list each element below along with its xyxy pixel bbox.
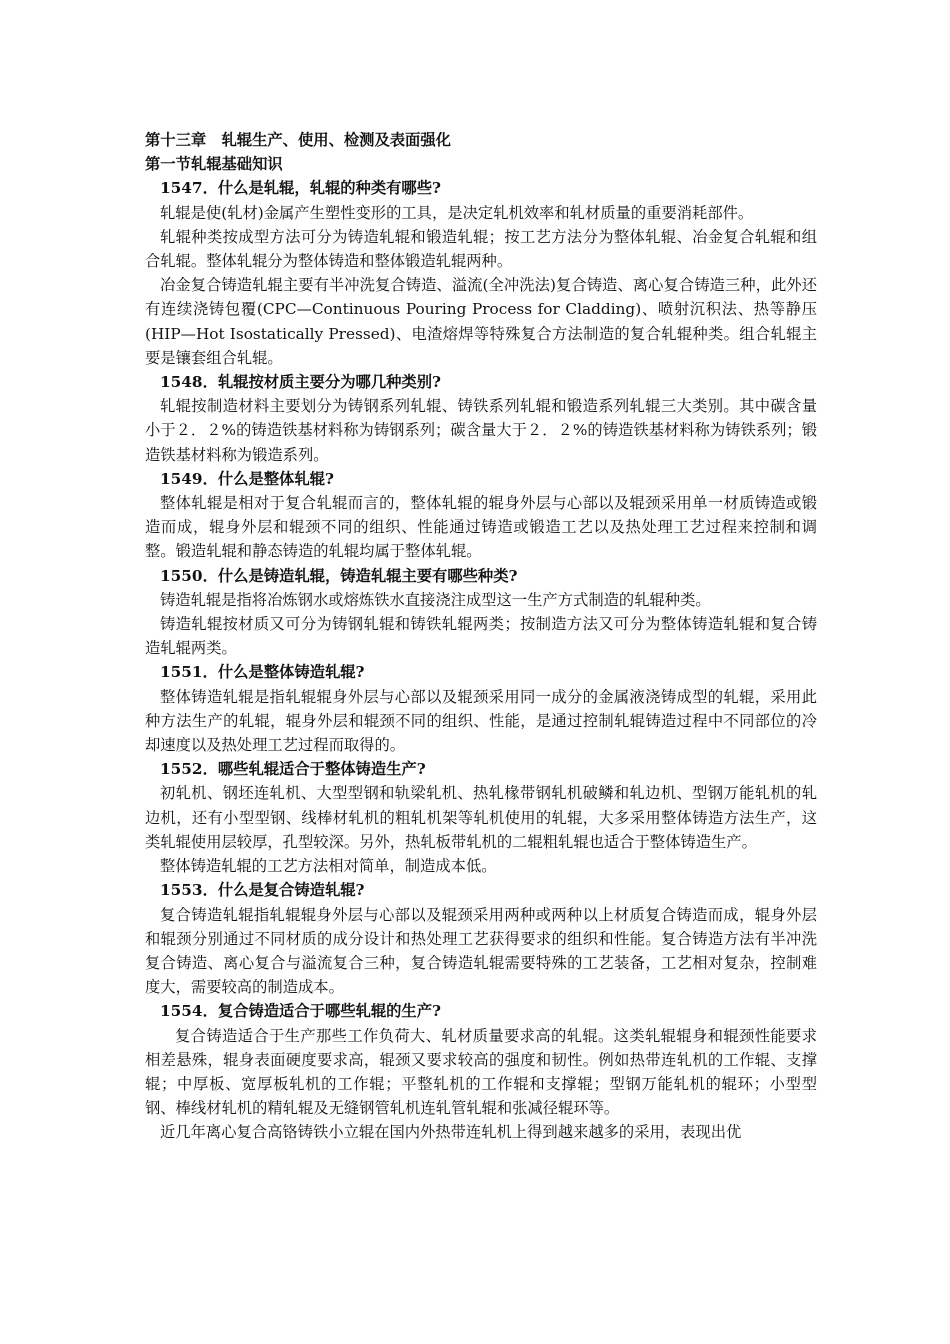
section-title: 第一节轧辊基础知识	[145, 155, 283, 174]
paragraph: 复合铸造轧辊指轧辊辊身外层与心部以及辊颈采用两种或两种以上材质复合铸造而成，辊身外层和辊颈分别通过不同材质的成分设计和热处理工艺获得要求的组织和性能。复合铸造方法有半冲洗复合铸造、离心复合与溢流复合三种，复合铸造轧辊需要特殊的工艺装备，工艺相对复杂，控制难度大，需要较高的制造成本。	[145, 905, 817, 997]
question-heading: 1552．哪些轧辊适合于整体铸造生产?	[160, 760, 426, 779]
paragraph: 铸造轧辊按材质又可分为铸钢轧辊和铸铁轧辊两类；按制造方法又可分为整体铸造轧辊和复合铸造轧辊两类。	[145, 615, 817, 658]
paragraph: 整体轧辊是相对于复合轧辊而言的，整体轧辊的辊身外层与心部以及辊颈采用单一材质铸造或锻造而成，辊身外层和辊颈不同的组织、性能通过铸造或锻造工艺以及热处理工艺过程来控制和调整。锻造轧辊和静态铸造的轧辊均属于整体轧辊。	[145, 494, 817, 561]
paragraph: 轧辊是使(轧材)金属产生塑性变形的工具，是决定轧机效率和轧材质量的重要消耗部件。	[160, 203, 754, 222]
question-heading: 1549．什么是整体轧辊?	[160, 469, 334, 488]
question-heading: 1553．什么是复合铸造轧辊?	[160, 881, 365, 900]
paragraph: 冶金复合铸造轧辊主要有半冲洗复合铸造、溢流(全冲洗法)复合铸造、离心复合铸造三种，此外还有连续浇铸包覆(CPC—Continuous Pouring Process for Cladding)、喷射沉积法、热等静压(HIP—Hot Isostatically Pressed)、电渣熔焊等特殊复合方法制造的复合轧辊种类。组合轧辊主要是镶套组合轧辊。	[145, 276, 817, 367]
document-body	[145, 128, 817, 1145]
paragraph: 近几年离心复合高铬铸铁小立辊在国内外热带连轧机上得到越来越多的采用，表现出优	[160, 1123, 742, 1142]
paragraph: 整体铸造轧辊的工艺方法相对简单，制造成本低。	[160, 857, 497, 876]
paragraph: 轧辊种类按成型方法可分为铸造轧辊和锻造轧辊；按工艺方法分为整体轧辊、冶金复合轧辊和组合轧辊。整体轧辊分为整体铸造和整体锻造轧辊两种。	[145, 227, 817, 271]
paragraph: 铸造轧辊是指将冶炼钢水或熔炼铁水直接浇注成型这一生产方式制造的轧辊种类。	[160, 590, 711, 609]
paragraph: 初轧机、钢坯连轧机、大型型钢和轨梁轧机、热轧椽带钢轧机破鳞和轧边机、型钢万能轧机的轧边机，还有小型型钢、线棒材轧机的粗轧机架等轧机使用的轧辊，大多采用整体铸造方法生产，这类轧辊使用层较厚，孔型较深。另外，热轧板带轧机的二辊粗轧辊也适合于整体铸造生产。	[145, 784, 817, 851]
paragraph: 复合铸造适合于生产那些工作负荷大、轧材质量要求高的轧辊。这类轧辊辊身和辊颈性能要求相差悬殊，辊身表面硬度要求高，辊颈又要求较高的强度和韧性。例如热带连轧机的工作辊、支撑辊；中厚板、宽厚板轧机的工作辊；平整轧机的工作辊和支撑辊；型钢万能轧机的辊环；小型型钢、棒线材轧机的精轧辊及无缝钢管轧机连轧管轧辊和张减径辊环等。	[145, 1026, 817, 1118]
paragraph: 整体铸造轧辊是指轧辊辊身外层与心部以及辊颈采用同一成分的金属液浇铸成型的轧辊，采用此种方法生产的轧辊，辊身外层和辊颈不同的组织、性能，是通过控制轧辊铸造过程中不同部位的冷却速度以及热处理工艺过程而取得的。	[145, 687, 817, 755]
question-heading: 1548．轧辊按材质主要分为哪几种类别?	[160, 373, 441, 392]
question-heading: 1551．什么是整体铸造轧辊?	[160, 663, 365, 682]
paragraph: 轧辊按制造材料主要划分为铸钢系列轧辊、铸铁系列轧辊和锻造系列轧辊三大类别。其中碳含量小于２．２%的铸造铁基材料称为铸钢系列；碳含量大于２．２%的铸造铁基材料称为铸铁系列；锻造铁基材料称为锻造系列。	[145, 397, 817, 464]
chapter-title: 第十三章 轧辊生产、使用、检测及表面强化	[145, 131, 451, 149]
question-heading: 1550．什么是铸造轧辊，铸造轧辊主要有哪些种类?	[160, 566, 518, 585]
question-heading: 1554．复合铸造适合于哪些轧辊的生产?	[160, 1002, 441, 1021]
question-heading: 1547．什么是轧辊，轧辊的种类有哪些?	[160, 179, 441, 198]
